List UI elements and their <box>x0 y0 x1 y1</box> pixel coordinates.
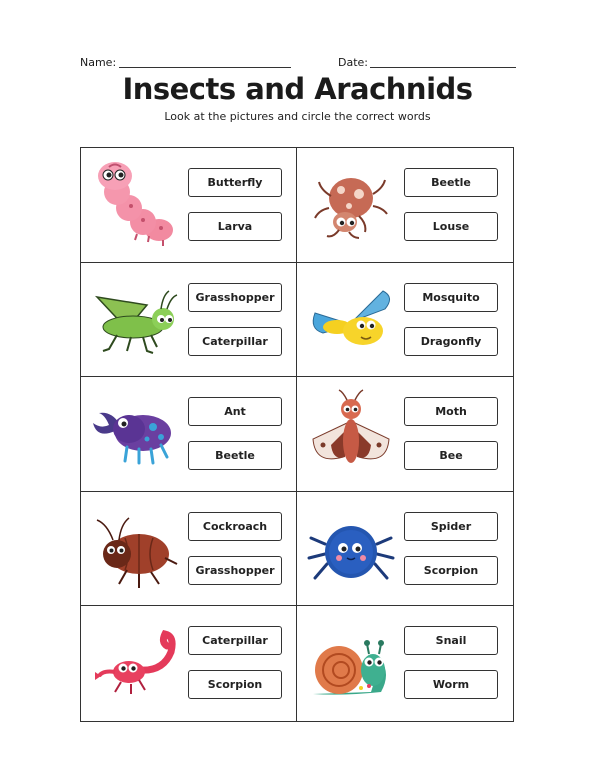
option-button[interactable]: Caterpillar <box>188 626 282 655</box>
option-button[interactable]: Ant <box>188 397 282 426</box>
option-button[interactable]: Spider <box>404 512 498 541</box>
worksheet-cell <box>297 148 513 263</box>
option-button[interactable]: Beetle <box>404 168 498 197</box>
page-title: Insects and Arachnids <box>122 72 473 106</box>
date-label: Date: <box>338 56 368 69</box>
caterpillar-icon <box>87 154 183 254</box>
option-button[interactable]: Beetle <box>188 441 282 470</box>
name-line[interactable] <box>119 67 291 68</box>
option-button[interactable]: Worm <box>404 670 498 699</box>
option-button[interactable]: Grasshopper <box>188 556 282 585</box>
cockroach-icon <box>87 498 183 598</box>
spider-icon <box>303 498 399 598</box>
worksheet-cell <box>297 606 513 721</box>
header-row <box>0 55 595 71</box>
beetle-icon <box>87 383 183 483</box>
option-button[interactable]: Grasshopper <box>188 283 282 312</box>
worksheet-cell <box>81 606 297 721</box>
worksheet-cell <box>81 148 297 263</box>
grasshopper-icon <box>87 269 183 369</box>
worksheet-cell <box>297 492 513 607</box>
option-button[interactable]: Bee <box>404 441 498 470</box>
name-label: Name: <box>80 56 117 69</box>
worksheet-cell <box>297 263 513 378</box>
option-button[interactable]: Mosquito <box>404 283 498 312</box>
option-button[interactable]: Snail <box>404 626 498 655</box>
option-button[interactable]: Cockroach <box>188 512 282 541</box>
option-button[interactable]: Scorpion <box>404 556 498 585</box>
worksheet-grid <box>80 147 514 722</box>
moth-icon <box>303 383 399 483</box>
scorpion-icon <box>87 612 183 712</box>
option-button[interactable]: Moth <box>404 397 498 426</box>
worksheet-cell <box>81 377 297 492</box>
option-button[interactable]: Dragonfly <box>404 327 498 356</box>
louse-icon <box>303 154 399 254</box>
worksheet-cell <box>297 377 513 492</box>
option-button[interactable]: Caterpillar <box>188 327 282 356</box>
option-button[interactable]: Scorpion <box>188 670 282 699</box>
option-button[interactable]: Louse <box>404 212 498 241</box>
snail-icon <box>303 612 399 712</box>
option-button[interactable]: Butterfly <box>188 168 282 197</box>
date-line[interactable] <box>370 67 516 68</box>
option-button[interactable]: Larva <box>188 212 282 241</box>
worksheet-cell <box>81 492 297 607</box>
page-subtitle: Look at the pictures and circle the correct words <box>164 110 431 123</box>
worksheet-cell <box>81 263 297 378</box>
dragonfly-icon <box>303 269 399 369</box>
